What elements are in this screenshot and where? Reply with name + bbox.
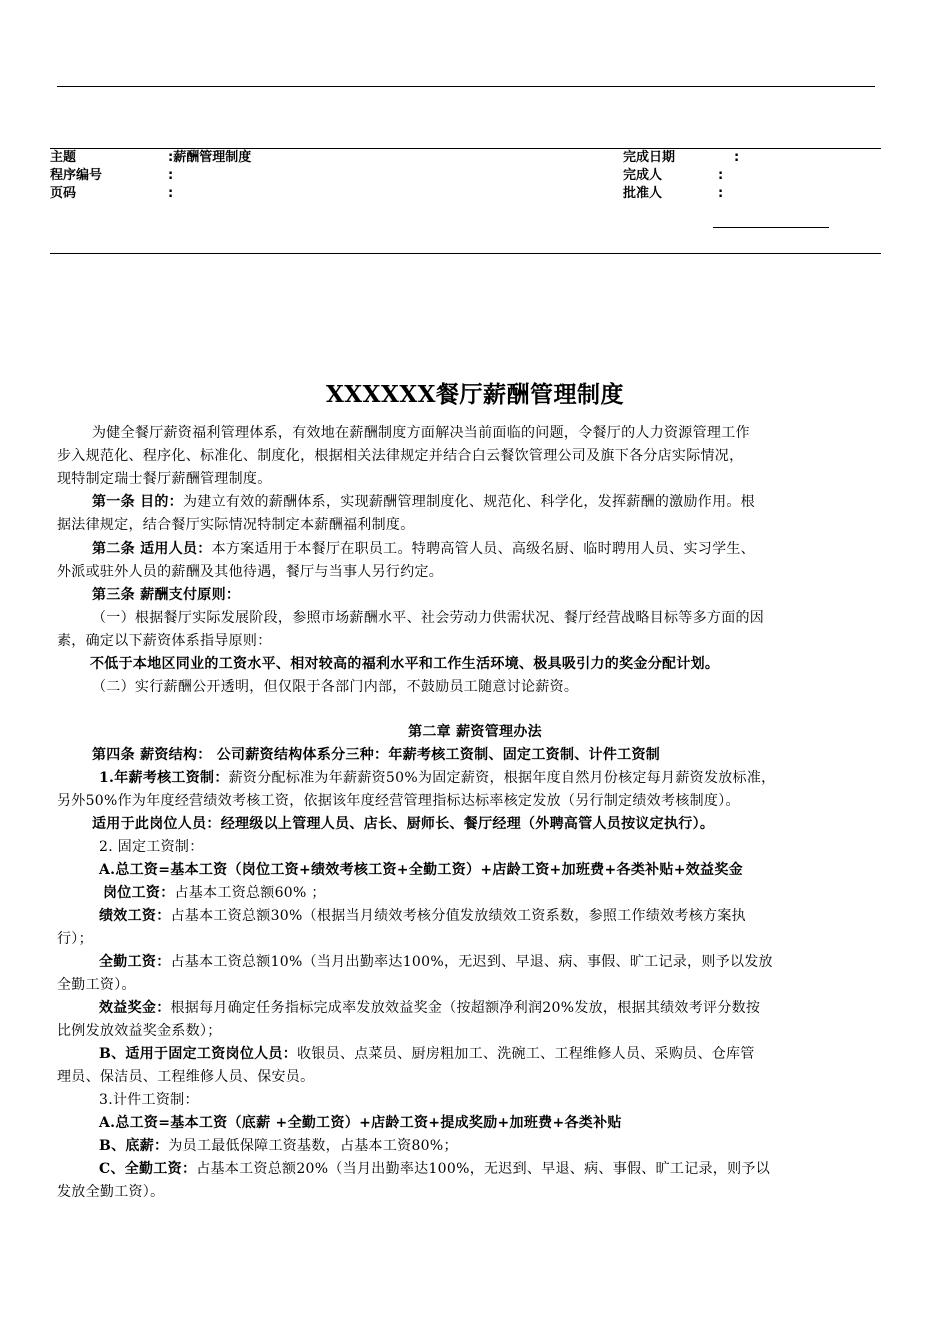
- piece-attendance-wage-text: 占基本工资总额20%（当月出勤率达100%，无迟到、早退、病、事假、旷工记录，则予以: [196, 1161, 770, 1177]
- program-code-value: :: [168, 168, 174, 183]
- article-4-text: 公司薪资结构体系分三种：年薪考核工资制、固定工资制、计件工资制: [211, 747, 661, 763]
- author-label: 完成人: [623, 168, 663, 183]
- article-2-text: 本方案适用于本餐厅在职员工。特聘高管人员、高级名厨、临时聘用人员、实习学生、: [211, 541, 755, 557]
- article-2-cont: 外派或驻外人员的薪酬及其他待遇，餐厅与当事人另行约定。: [57, 564, 444, 580]
- performance-wage: [99, 905, 746, 927]
- attendance-wage-cont: 全勤工资）。: [57, 977, 136, 993]
- performance-wage-label: 绩效工资：: [99, 908, 171, 924]
- attendance-wage-label: 全勤工资：: [99, 954, 171, 970]
- article-3-p1-cont: 素，确定以下薪资体系指导原则：: [57, 633, 272, 649]
- attendance-wage: [99, 951, 773, 973]
- piece-attendance-wage: [99, 1158, 770, 1180]
- article-4: [92, 744, 660, 766]
- article-3-label: 第三条 薪酬支付原则：: [92, 587, 241, 603]
- fixed-wage-positions-text: 收银员、点菜员、厨房粗加工、洗碗工、工程维修人员、采购员、仓库管: [297, 1046, 755, 1062]
- base-salary-label: B、底薪：: [99, 1138, 169, 1154]
- section-2-label: 2. 固定工资制：: [99, 839, 204, 855]
- piece-attendance-wage-cont: 发放全勤工资）。: [57, 1184, 165, 1200]
- header-rule-bottom: [50, 253, 881, 254]
- document-title: XXXXXX餐厅薪酬管理制度: [325, 381, 625, 408]
- performance-wage-cont: 行）；: [57, 931, 93, 947]
- section-1-label: 1.年薪考核工资制：: [99, 770, 229, 786]
- bonus: [99, 997, 760, 1019]
- post-wage-label: 岗位工资：: [103, 885, 175, 901]
- signature-line: [713, 227, 829, 228]
- bonus-label: 效益奖金：: [99, 1000, 171, 1016]
- completion-date-label: 完成日期: [623, 150, 676, 165]
- section-3-label: 3.计件工资制：: [99, 1092, 199, 1108]
- page-value: :: [168, 186, 174, 201]
- completion-date-value: :: [734, 150, 740, 165]
- post-wage: [103, 882, 326, 904]
- performance-wage-text: 占基本工资总额30%（根据当月绩效考核分值发放绩效工资系数，参照工作绩效考核方案执: [170, 908, 746, 924]
- section-1-text: 薪资分配标准为年薪薪资50%为固定薪资，根据年度自然月份核定每月薪资发放标准，: [228, 770, 776, 786]
- post-wage-text: 占基本工资总额60% ；: [174, 885, 326, 901]
- attendance-wage-text: 占基本工资总额10%（当月出勤率达100%，无迟到、早退、病、事假、旷工记录，则予以发放: [170, 954, 773, 970]
- intro-line-1: 为健全餐厅薪资福利管理体系，有效地在薪酬制度方面解决当前面临的问题，令餐厅的人力资源管理工作: [92, 425, 750, 441]
- intro-line-2: 步入规范化、程序化、标准化、制度化，根据相关法律规定并结合白云餐饮管理公司及旗下各分店实际情况，: [57, 448, 744, 464]
- article-1-cont: 据法律规定，结合餐厅实际情况特制定本薪酬福利制度。: [57, 517, 415, 533]
- top-rule: [57, 86, 875, 87]
- article-4-label: 第四条 薪资结构：: [92, 747, 212, 763]
- section-1: [99, 767, 775, 789]
- article-2-label: 第二条 适用人员：: [92, 541, 212, 557]
- fixed-wage-positions-label: B、适用于固定工资岗位人员：: [99, 1046, 298, 1062]
- author-value: :: [718, 168, 724, 183]
- approver-label: 批准人: [623, 186, 663, 201]
- section-2-formula: A.总工资=基本工资（岗位工资+绩效考核工资+全勤工资）+店龄工资+加班费+各类补贴+效益奖金: [99, 862, 743, 878]
- article-3-principle: 不低于本地区同业的工资水平、相对较高的福利水平和工作生活环境、极具吸引力的奖金分配计划。: [90, 656, 720, 672]
- base-salary: [99, 1135, 458, 1157]
- article-1-text: 为建立有效的薪酬体系，实现薪酬管理制度化、规范化、科学化，发挥薪酬的激励作用。根: [182, 494, 755, 510]
- fixed-wage-positions: [99, 1043, 755, 1065]
- base-salary-text: 为员工最低保障工资基数，占基本工资80%；: [168, 1138, 458, 1154]
- subject-label: 主题: [50, 150, 77, 165]
- intro-line-3: 现特制定瑞士餐厅薪酬管理制度。: [57, 471, 272, 487]
- article-3-p2: （二）实行薪酬公开透明，但仅限于各部门内部，不鼓励员工随意讨论薪资。: [92, 679, 579, 695]
- program-code-label: 程序编号: [50, 168, 103, 183]
- bonus-text: 根据每月确定任务指标完成率发放效益奖金（按超额净利润20%发放，根据其绩效考评分数按: [170, 1000, 761, 1016]
- subject-value: :薪酬管理制度: [168, 150, 252, 165]
- page-label: 页码: [50, 186, 77, 201]
- section-3-formula: A.总工资=基本工资（底薪 +全勤工资）+店龄工资+提成奖励+加班费+各类补贴: [99, 1115, 622, 1131]
- article-1-label: 第一条 目的：: [92, 494, 183, 510]
- chapter-2-heading: 第二章 薪资管理办法: [408, 724, 542, 740]
- section-1-apply: 适用于此岗位人员：经理级以上管理人员、店长、厨师长、餐厅经理（外聘高管人员按议定执行）。: [92, 816, 715, 832]
- bonus-cont: 比例发放效益奖金系数）；: [57, 1023, 222, 1039]
- piece-attendance-wage-label: C、全勤工资：: [99, 1161, 197, 1177]
- article-1: [92, 491, 755, 513]
- approver-value: :: [718, 186, 724, 201]
- section-1-cont: 另外50%作为年度经营绩效考核工资，依据该年度经营管理指标达标率核定发放（另行制定绩效考核制度）。: [57, 793, 740, 809]
- article-2: [92, 538, 755, 560]
- article-3-p1: （一）根据餐厅实际发展阶段，参照市场薪酬水平、社会劳动力供需状况、餐厅经营战略目标等多方面的因: [92, 610, 765, 626]
- fixed-wage-positions-cont: 理员、保洁员、工程维修人员、保安员。: [57, 1069, 315, 1085]
